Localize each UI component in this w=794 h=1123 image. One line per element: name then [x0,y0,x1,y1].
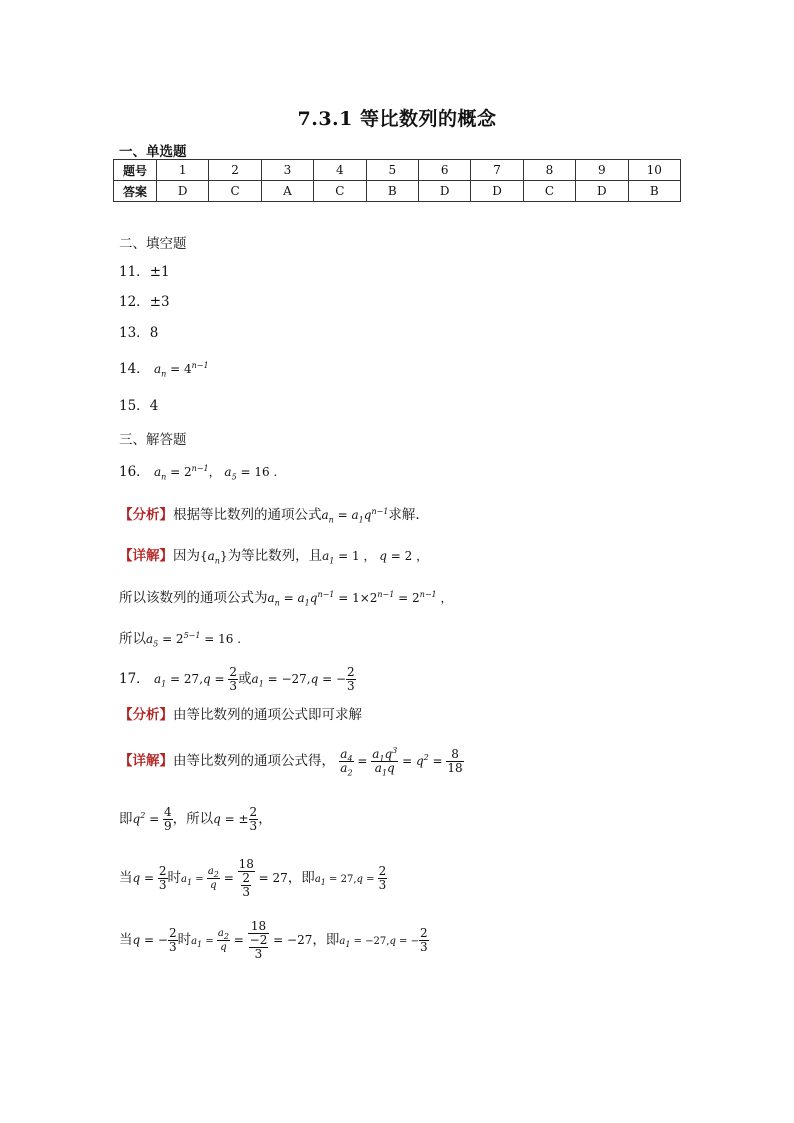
question-number: 12． [119,294,150,310]
answer-14 [119,360,209,378]
analysis-tag: 【分析】 [119,507,173,523]
analysis-end: 求解. [388,507,420,523]
detail-text: ，即 [287,870,315,886]
question-number: 17． [119,671,150,687]
detail-text: 时 [167,870,182,886]
detail-text: 为等比数列，且 [227,548,323,564]
question-number: 14． [119,361,150,377]
q16-analysis [119,506,420,524]
page-title: 7.3.1 等比数列的概念 [297,108,497,130]
answer-table [113,159,681,202]
fraction: $\frac{2}{3}$ [347,665,355,693]
table-cell: 3 [261,160,313,181]
answer-value: ±1 [149,264,170,280]
formula: $a_5 = 2^{5-1} = 16$ . [146,631,242,649]
section-heading-fill-in: 二、填空题 [119,236,187,252]
table-cell: 7 [471,160,523,181]
section-heading-single-choice: 一、单选题 [119,144,187,160]
table-cell: B [366,181,418,202]
detail-text: 即 [119,811,133,827]
formula: $a_n = a_1q^{n-1} = 1\times 2^{n-1} = 2^{n-1}$ ， [267,590,453,608]
fraction: $\frac{18}{\frac{-2}{3}}$ [249,919,268,961]
table-cell: C [314,181,366,202]
table-cell: 9 [576,160,628,181]
question-number: 11． [119,264,150,280]
fraction: $\frac{2}{3}$ [419,926,428,954]
detail-text: ，所以 [172,811,214,827]
q16-formula-line [119,589,452,607]
fraction: $\frac{2}{3}$ [168,926,177,954]
q17-detail: 【详解】由等比数列的通项公式得， $\frac{a_4}{a_2}$ = $\frac{a_1q^3}{a_1q}$ = $q^2$ = $\frac{8}{18}$ [119,746,463,778]
detail-text: 当 [119,870,133,886]
q17-step2: 当q = $\frac{2}{3}$ 时$a_1$ = $\frac{a_2}{q}$ = $\frac{18}{\frac{2}{3}}$ = 27，即$a_1 = 27,q$ = $\frac{2}{3}$ [119,857,387,899]
table-row-answers [114,181,681,202]
formula: $a_n = a_1q^{n-1}$ [321,507,389,525]
question-number: 15． [119,398,150,414]
table-cell: C [523,181,575,202]
section-heading-solutions: 三、解答题 [119,432,187,448]
table-cell: 2 [209,160,261,181]
detail-text: 所以该数列的通项公式为 [119,590,268,606]
q17-step1: 即$q^2$ = $\frac{4}{9}$ ，所以q = ± $\frac{2}{3}$ ， [119,805,272,833]
formula: $a_n = 4^{n-1}$ [153,361,209,379]
detail-text: 时 [177,932,192,948]
formula: $\{a_n\}$ [200,549,228,566]
detail-text: 因为 [173,548,200,564]
table-cell: 4 [314,160,366,181]
table-cell: 1 [157,160,209,181]
table-cell: B [628,181,680,202]
analysis-text: 根据等比数列的通项公式 [173,507,322,523]
answer-value: ±3 [149,294,170,310]
table-cell: 10 [628,160,680,181]
q16-detail [119,547,428,565]
table-cell: 8 [523,160,575,181]
q17-analysis [119,706,362,724]
formula: $a_1 = 27,q$ = [153,672,229,689]
detail-text: ，即 [312,932,340,948]
or-text: 或 [238,671,252,687]
fraction: $\frac{a_4}{a_2}$ [340,747,353,778]
detail-tag: 【详解】 [119,753,173,769]
analysis-text: 由等比数列的通项公式即可求解 [173,707,362,723]
table-cell: D [418,181,470,202]
fraction: $\frac{2}{3}$ [378,864,387,892]
answer-13 [119,324,158,342]
fraction: $\frac{2}{3}$ [229,665,238,693]
analysis-tag: 【分析】 [119,707,173,723]
answer-16 [119,463,277,481]
fraction: $\frac{2}{3}$ [158,864,167,892]
fraction: $\frac{2}{3}$ [249,805,258,833]
fraction: $\frac{18}{\frac{2}{3}}$ [238,857,254,899]
table-cell: A [261,181,313,202]
fraction: $\frac{a_2}{q}$ [207,866,219,891]
table-header-cell: 题号 [114,160,157,181]
answer-11 [119,263,170,281]
answer-value: 8 [149,325,159,341]
formula: $a_1 = 1$ ， q = 2 ， [322,549,429,566]
fraction: $\frac{a_1q^3}{a_1q}$ [372,746,398,778]
table-cell: C [209,181,261,202]
q17-step3: 当q = − $\frac{2}{3}$ 时$a_1$ = $\frac{a_2}{q}$ = $\frac{18}{\frac{-2}{3}}$ = −27，即$a_1 = -27,q$ = − $\frac{2}{3}$ [119,919,428,961]
table-header-cell: 答案 [114,181,157,202]
formula: $a_n = 2^{n-1}$， $a_5 = 16$ . [153,464,278,482]
table-cell: D [576,181,628,202]
answer-17 [119,666,356,693]
detail-text: 当 [119,932,133,948]
answer-value: 4 [149,398,159,414]
fraction: $\frac{a_2}{q}$ [217,928,229,953]
detail-text: 由等比数列的通项公式得， [173,753,335,769]
answer-12 [119,293,170,311]
question-number: 13． [119,325,150,341]
fraction: $\frac{4}{9}$ [163,805,172,833]
table-row-numbers [114,160,681,181]
fraction: $\frac{8}{18}$ [447,747,463,775]
detail-tag: 【详解】 [119,548,173,564]
answer-15 [119,397,158,415]
table-cell: D [471,181,523,202]
table-cell: 5 [366,160,418,181]
formula: $a_1 = -27,q$ = − [251,672,347,689]
table-cell: 6 [418,160,470,181]
table-cell: D [157,181,209,202]
detail-text: 所以 [119,631,146,647]
q16-result-line [119,630,241,648]
question-number: 16． [119,464,150,480]
